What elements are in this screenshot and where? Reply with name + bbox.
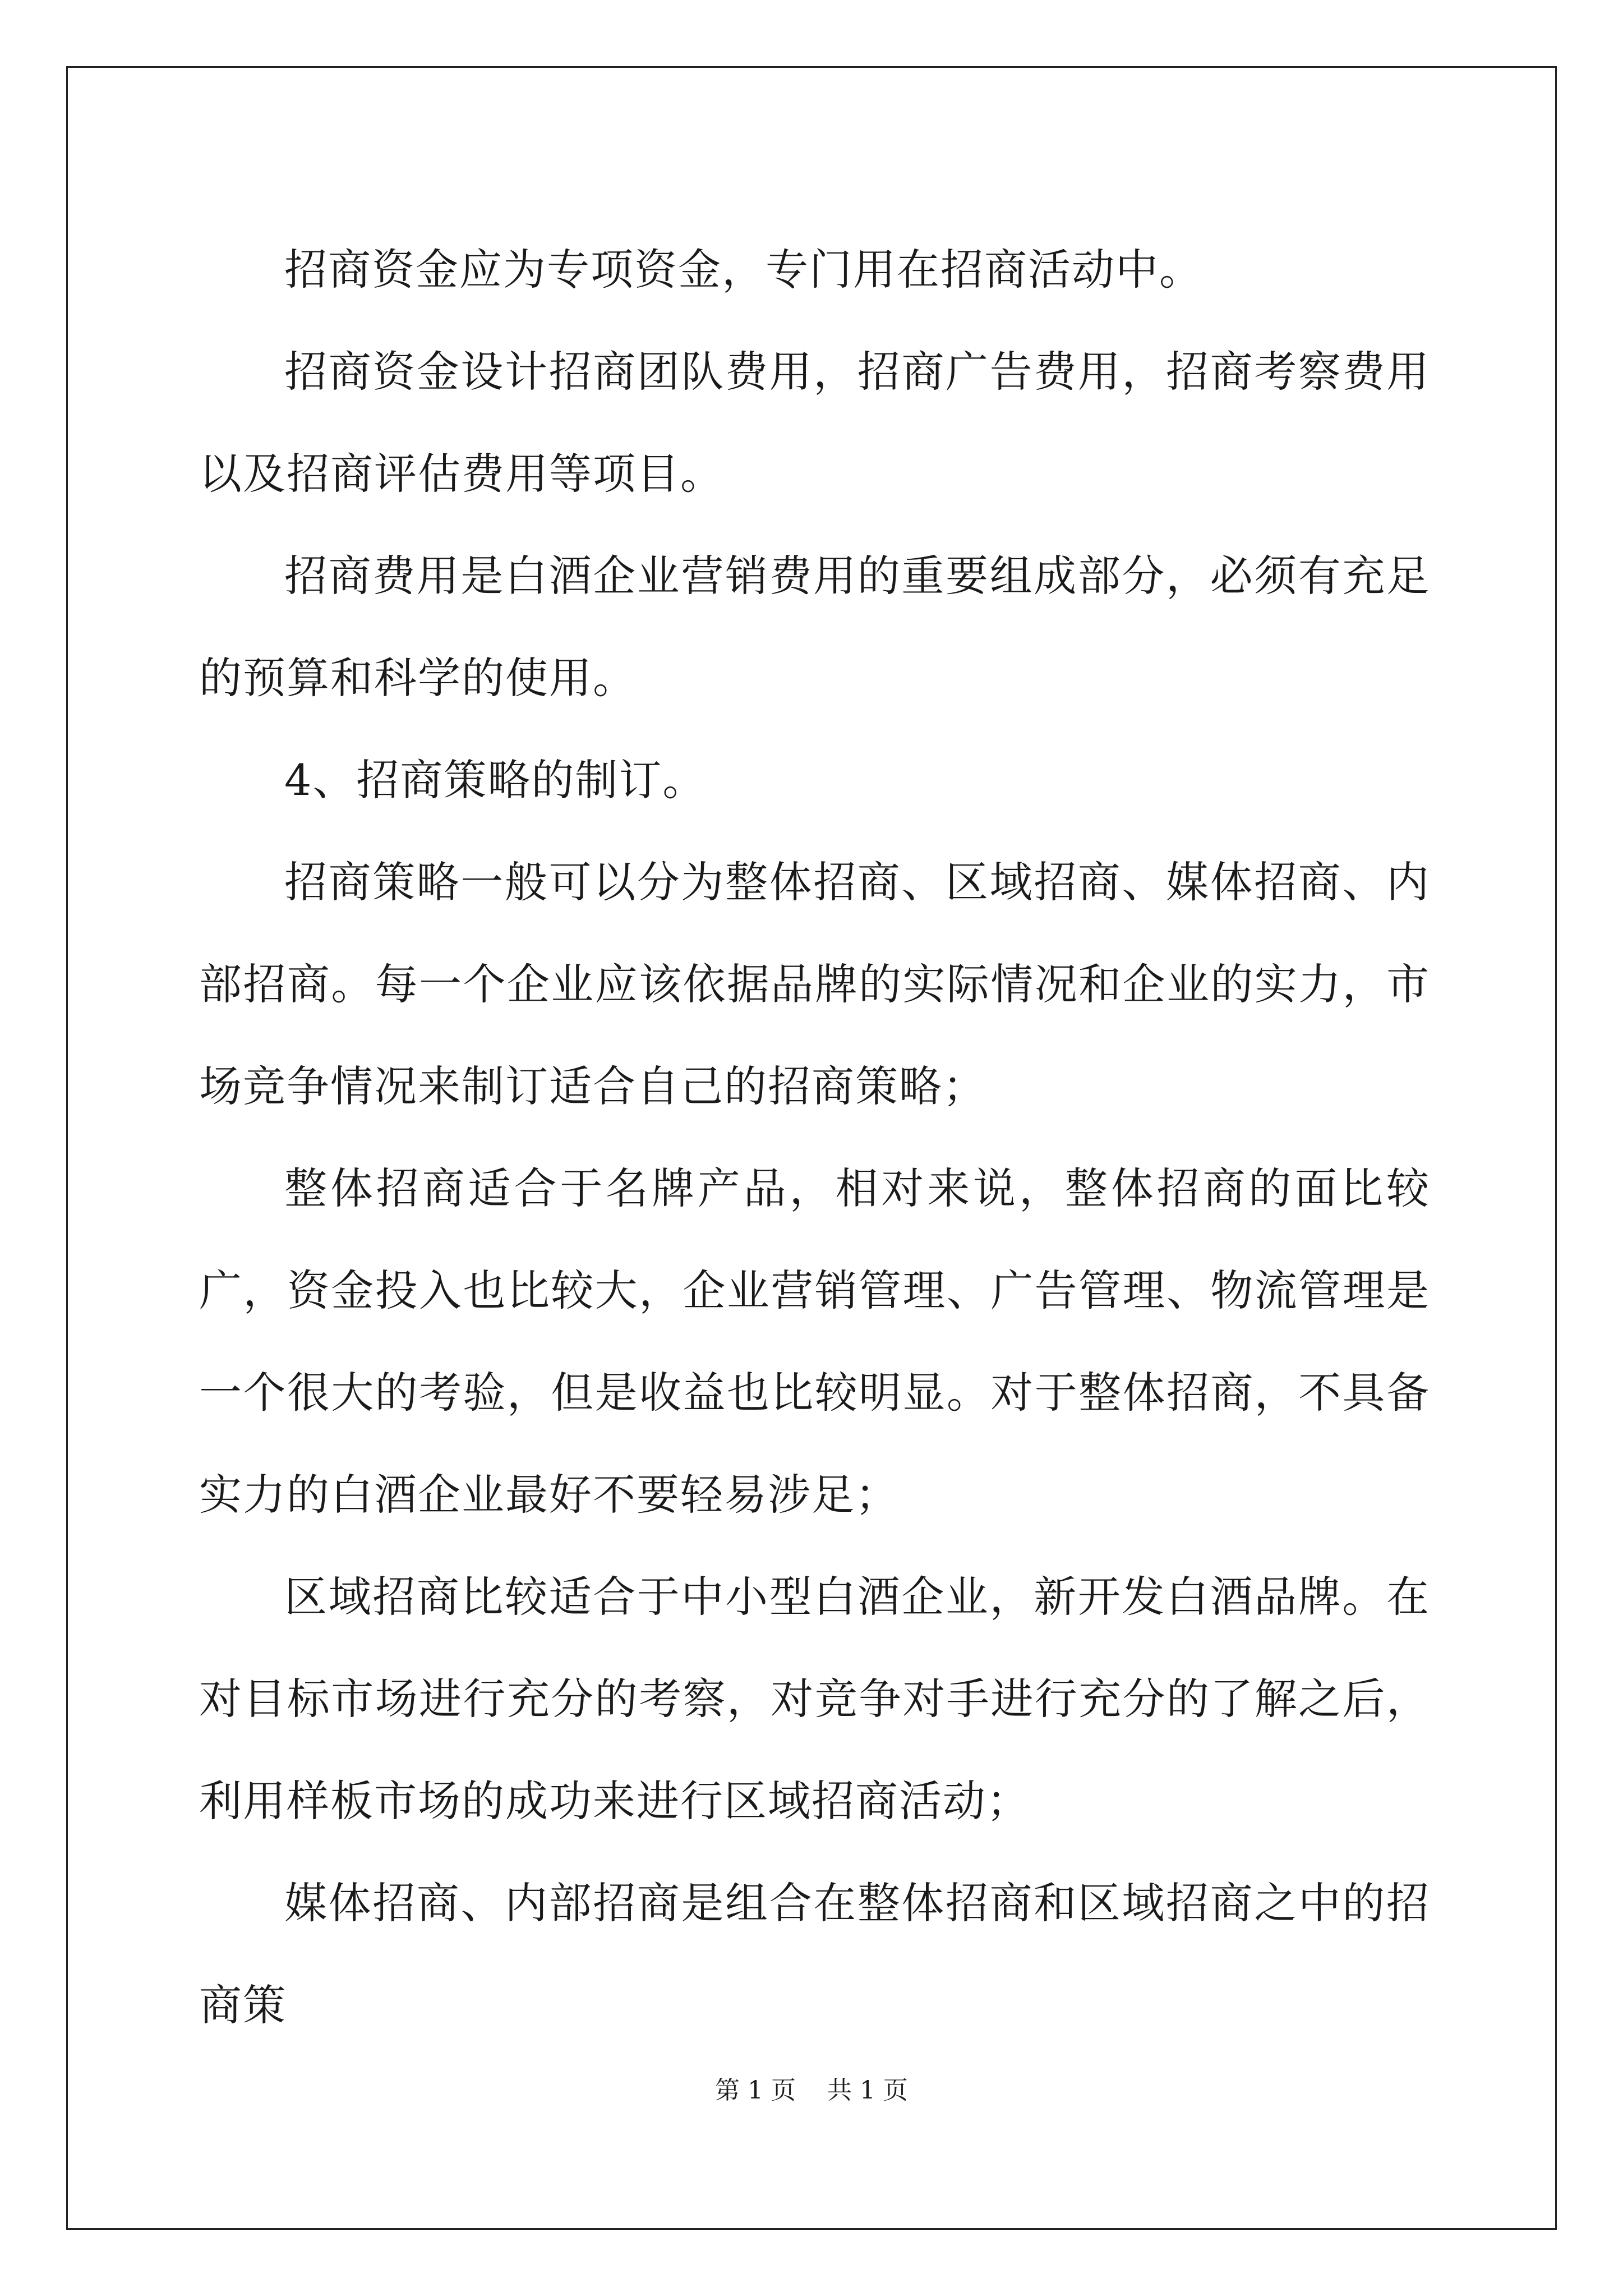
paragraph: 招商资金应为专项资金，专门用在招商活动中。 — [284, 245, 1203, 295]
document-body — [199, 219, 1430, 2056]
paragraph: 区域招商比较适合于中小型白酒企业，新开发白酒品牌。在对目标市场进行充分的考察，对竞争对手进行充分的了解之后，利用样板市场的成功来进行区域招商活动； — [199, 1572, 1430, 1826]
section-heading: 4、招商策略的制订。 — [284, 755, 707, 805]
paragraph: 招商策略一般可以分为整体招商、区域招商、媒体招商、内部招商。每一个企业应该依据品牌的实际情况和企业的实力，市场竞争情况来制订适合自己的招商策略； — [199, 857, 1430, 1111]
paragraph: 媒体招商、内部招商是组合在整体招商和区域招商之中的招商策 — [199, 1878, 1430, 2030]
paragraph: 招商资金设计招商团队费用，招商广告费用，招商考察费用以及招商评估费用等项目。 — [199, 347, 1430, 499]
paragraph: 整体招商适合于名牌产品，相对来说，整体招商的面比较广，资金投入也比较大，企业营销管理、广告管理、物流管理是一个很大的考验，但是收益也比较明显。对于整体招商，不具备实力的白酒企业最好不要轻易涉足； — [199, 1163, 1430, 1520]
page-number-footer: 第 1 页 共 1 页 — [715, 2076, 908, 2105]
paragraph: 招商费用是白酒企业营销费用的重要组成部分，必须有充足的预算和科学的使用。 — [199, 551, 1430, 703]
